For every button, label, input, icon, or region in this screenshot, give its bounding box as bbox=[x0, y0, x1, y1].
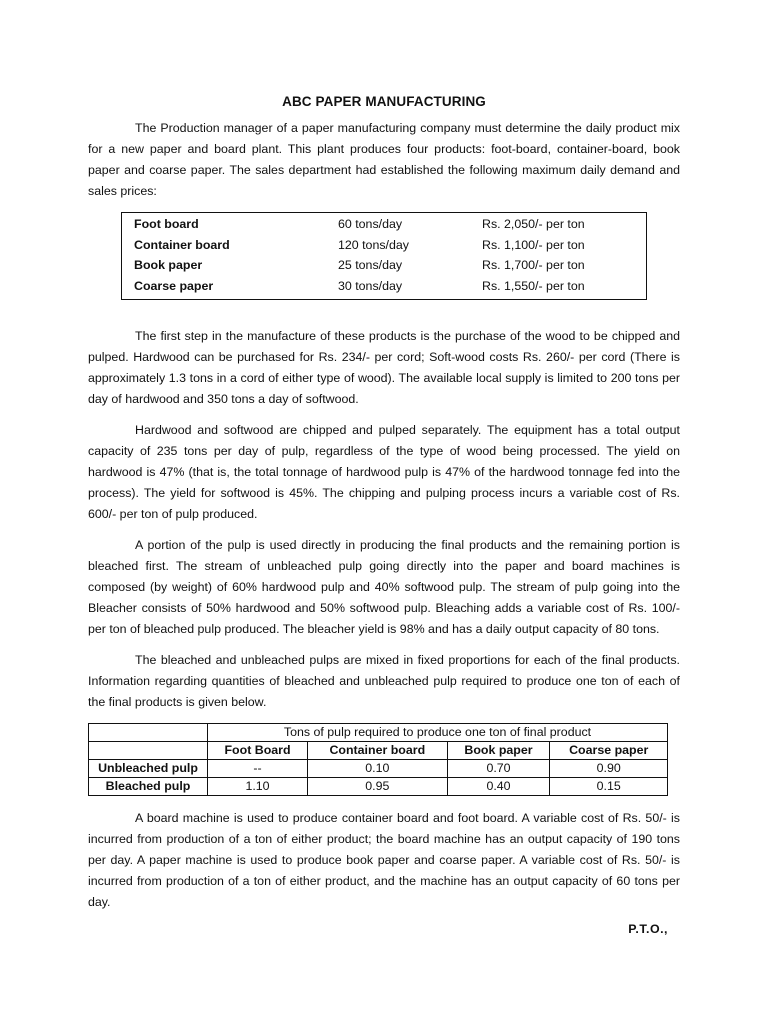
product-name: Coarse paper bbox=[134, 278, 214, 293]
table-row bbox=[122, 276, 646, 300]
bleach-paragraph: A portion of the pulp is used directly in producing the final products and the remaining portion is bleached first. The stream of unbleached pulp going directly into the paper and board machines is composed (by weight) of 60% hardwood pulp and 40% softwood pulp. The stream of pulp going into the Bleacher consists of 50% hardwood and 50% softwood pulp. Bleaching adds a variable cost of Rs. 100/- per ton of bleached pulp produced. The bleacher yield is 98% and has a daily output capacity of 80 tons. bbox=[88, 538, 680, 636]
table-header-row bbox=[89, 742, 668, 760]
product-name: Foot board bbox=[134, 217, 199, 231]
product-price: Rs. 1,550/- per ton bbox=[482, 278, 585, 293]
product-price: Rs. 2,050/- per ton bbox=[482, 217, 585, 231]
table-row bbox=[122, 213, 646, 235]
product-price: Rs. 1,700/- per ton bbox=[482, 258, 585, 272]
product-demand: 30 tons/day bbox=[338, 278, 403, 293]
wood-paragraph: The first step in the manufacture of these products is the purchase of the wood to be chipped and pulped. Hardwood can be purchased for Rs. 234/- per cord; Soft-wood costs Rs. 260/- per cord (There is approximately 1.3 tons in a cord of either type of wood). The available local supply is limited to 200 tons per day of hardwood and 350 tons a day of softwood. bbox=[88, 329, 680, 406]
document-page bbox=[88, 92, 680, 940]
product-price: Rs. 1,100/- per ton bbox=[482, 237, 585, 252]
product-demand: 60 tons/day bbox=[338, 217, 403, 231]
row-header: Unbleached pulp bbox=[89, 760, 208, 778]
product-demand: 120 tons/day bbox=[338, 237, 409, 252]
table-cell: 0.95 bbox=[308, 778, 448, 796]
chipping-paragraph: Hardwood and softwood are chipped and pulped separately. The equipment has a total output capacity of 235 tons per day of pulp, regardless of the type of wood being processed. The yield on hardwood is 47% (that is, the total tonnage of hardwood pulp is 47% of the hardwood tonnage fed into the process). The yield for softwood is 45%. The chipping and pulping process incurs a variable cost of Rs. 600/- per ton of pulp produced. bbox=[88, 423, 680, 521]
table-row bbox=[89, 760, 668, 778]
table-cell: 0.40 bbox=[447, 778, 550, 796]
column-header: Coarse paper bbox=[550, 742, 668, 760]
page-title: ABC PAPER MANUFACTURING bbox=[282, 94, 486, 109]
pulp-requirements-table bbox=[88, 723, 668, 796]
table-row bbox=[122, 255, 646, 276]
table-cell: 0.10 bbox=[308, 760, 448, 778]
table-row bbox=[122, 235, 646, 256]
table-caption: Tons of pulp required to produce one ton of final product bbox=[208, 724, 668, 742]
pto-note: P.T.O., bbox=[628, 922, 668, 936]
product-name: Book paper bbox=[134, 258, 203, 272]
mix-paragraph: The bleached and unbleached pulps are mixed in fixed proportions for each of the final products. Information regarding quantities of bleached and unbleached pulp required to produce one ton of each of the final products is given below. bbox=[88, 653, 680, 709]
empty-cell bbox=[89, 724, 208, 742]
row-header: Bleached pulp bbox=[89, 778, 208, 796]
column-header: Foot Board bbox=[208, 742, 308, 760]
column-header: Book paper bbox=[447, 742, 550, 760]
table-cell: 1.10 bbox=[208, 778, 308, 796]
table-cell: 0.15 bbox=[550, 778, 668, 796]
table-cell: 0.90 bbox=[550, 760, 668, 778]
table-row bbox=[89, 724, 668, 742]
product-name: Container board bbox=[134, 237, 230, 252]
table-row bbox=[89, 778, 668, 796]
column-header: Container board bbox=[308, 742, 448, 760]
empty-cell bbox=[89, 742, 208, 760]
demand-price-box bbox=[121, 212, 647, 300]
product-demand: 25 tons/day bbox=[338, 258, 403, 272]
intro-paragraph: The Production manager of a paper manufacturing company must determine the daily product mix for a new paper and board plant. This plant produces four products: foot-board, container-board, book paper and coarse paper. The sales department had established the following maximum daily demand and sales prices: bbox=[88, 121, 680, 198]
demand-price-table bbox=[122, 213, 646, 299]
machines-paragraph: A board machine is used to produce container board and foot board. A variable cost of Rs. 50/- is incurred from production of a ton of either product; the board machine has an output capacity of 190 tons per day. A paper machine is used to produce book paper and coarse paper. A variable cost of Rs. 50/- is incurred from production of a ton of either product, and the machine has an output capacity of 60 tons per day. bbox=[88, 811, 680, 909]
table-cell: -- bbox=[208, 760, 308, 778]
table-cell: 0.70 bbox=[447, 760, 550, 778]
